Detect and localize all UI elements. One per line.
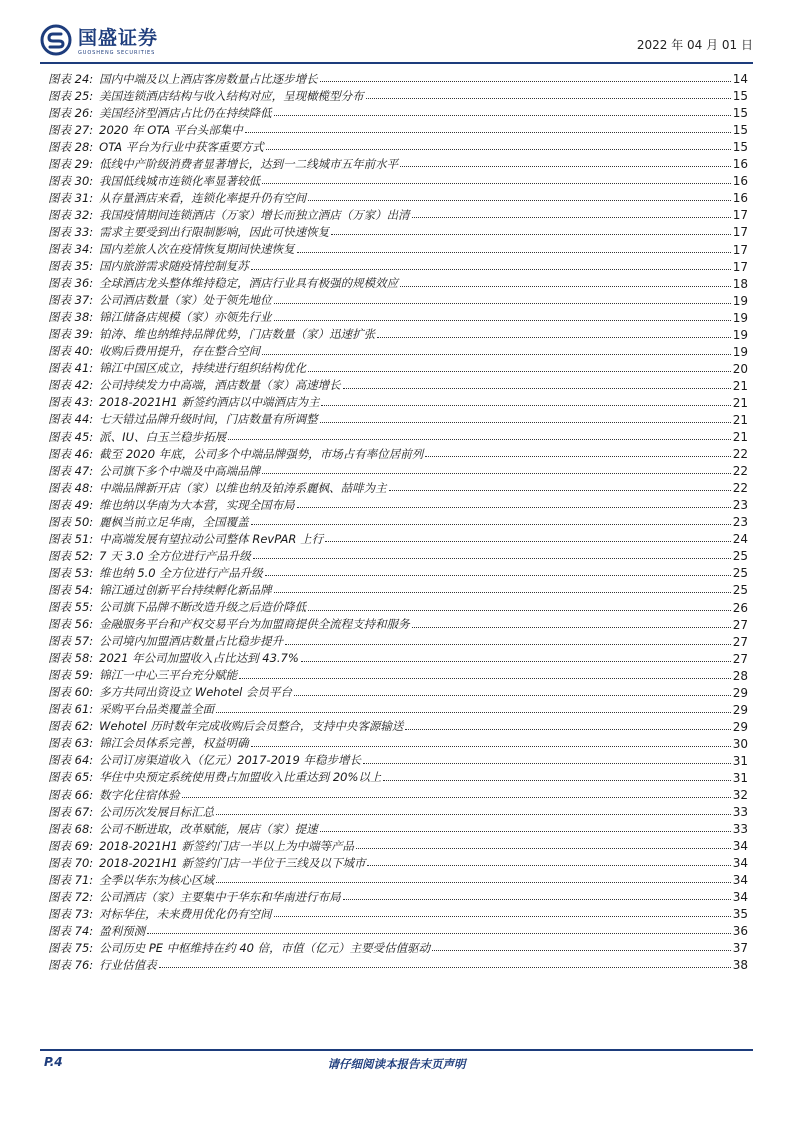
figure-number: 图表 37: xyxy=(48,293,94,308)
figure-title: 维也纳 5.0 全方位进行产品升级 xyxy=(99,565,263,580)
figure-title: 派、IU、白玉兰稳步拓展 xyxy=(99,429,226,444)
figure-number: 图表 58: xyxy=(48,651,94,666)
figure-title: 七天错过品牌升级时间，门店数量有所调整 xyxy=(99,412,318,427)
page-ref: 29 xyxy=(732,719,748,734)
toc-entry[interactable] xyxy=(48,954,748,971)
figure-title: 中端品牌新开店（家）以维也纳及铂涛系麗枫、喆啡为主 xyxy=(99,480,387,495)
figure-title: 盈利预测 xyxy=(99,923,146,938)
figure-number: 图表 70: xyxy=(48,855,94,870)
disclaimer-note: 请仔细阅读本报告末页声明 xyxy=(327,1057,466,1071)
toc-entry[interactable] xyxy=(48,119,748,136)
toc-entry[interactable] xyxy=(48,358,748,375)
toc-entry[interactable] xyxy=(48,409,748,426)
page-ref: 23 xyxy=(732,498,748,513)
toc-entry[interactable] xyxy=(48,579,748,596)
leader-dots xyxy=(216,712,731,713)
leader-dots xyxy=(274,115,731,116)
figure-title: 2018-2021H1 新签约酒店以中端酒店为主 xyxy=(99,395,320,410)
leader-dots xyxy=(400,286,731,287)
figure-title: 多方共同出资设立 Wehotel 会员平台 xyxy=(99,685,293,700)
figure-number: 图表 39: xyxy=(48,327,94,342)
leader-dots xyxy=(425,456,730,457)
figure-number: 图表 69: xyxy=(48,838,94,853)
figure-title: 行业估值表 xyxy=(99,957,157,972)
leader-dots xyxy=(239,678,731,679)
figure-number: 图表 76: xyxy=(48,957,94,972)
figure-number: 图表 35: xyxy=(48,259,94,274)
toc-entry[interactable] xyxy=(48,460,748,477)
figure-number: 图表 38: xyxy=(48,310,94,325)
page-ref: 14 xyxy=(732,72,748,87)
page-ref: 15 xyxy=(732,106,748,121)
figure-title: 国内差旅人次在疫情恢复期间快速恢复 xyxy=(99,242,295,257)
figure-number: 图表 41: xyxy=(48,361,94,376)
toc-entry[interactable] xyxy=(48,443,748,460)
page-ref: 24 xyxy=(732,532,748,547)
figure-number: 图表 52: xyxy=(48,548,94,563)
page-ref: 34 xyxy=(732,890,748,905)
toc-entry[interactable] xyxy=(48,614,748,631)
page-ref: 17 xyxy=(732,208,748,223)
toc-entry[interactable] xyxy=(48,682,748,699)
toc-entry[interactable] xyxy=(48,341,748,358)
figure-title: 锦江储备店规模（家）亦领先行业 xyxy=(99,310,272,325)
figure-title: 公司持续发力中高端，酒店数量（家）高速增长 xyxy=(99,378,341,393)
figure-number: 图表 75: xyxy=(48,940,94,955)
figure-title: 金融服务平台和产权交易平台为加盟商提供全流程支持和服务 xyxy=(99,617,410,632)
toc-entry[interactable] xyxy=(48,511,748,528)
toc-entry[interactable] xyxy=(48,290,748,307)
figure-title: 国内旅游需求随疫情控制复苏 xyxy=(99,259,249,274)
leader-dots xyxy=(274,916,731,917)
figure-title: 公司历次发展目标汇总 xyxy=(99,804,215,819)
leader-dots xyxy=(320,81,731,82)
leader-dots xyxy=(320,422,731,423)
page-header xyxy=(0,0,793,64)
figure-number: 图表 74: xyxy=(48,923,94,938)
toc-entry[interactable] xyxy=(48,920,748,937)
figure-number: 图表 67: xyxy=(48,804,94,819)
toc-entry[interactable] xyxy=(48,102,748,119)
figure-title: 公司旗下品牌不断改造升级之后造价降低 xyxy=(99,600,307,614)
brand-name: 国盛证券 xyxy=(78,26,159,49)
page-ref: 31 xyxy=(732,753,748,768)
leader-dots xyxy=(285,644,731,645)
figure-title: 维也纳以华南为大本营，实现全国布局 xyxy=(99,497,295,512)
leader-dots xyxy=(251,746,731,747)
leader-dots xyxy=(297,507,731,508)
toc-entry[interactable] xyxy=(48,528,748,545)
figure-title: 2020 年 OTA 平台头部集中 xyxy=(99,122,243,137)
figure-number: 图表 31: xyxy=(48,190,94,205)
figure-title: 公司酒店（家）主要集中于华东和华南进行布局 xyxy=(99,889,341,904)
leader-dots xyxy=(405,729,730,730)
leader-dots xyxy=(331,234,731,235)
leader-dots xyxy=(343,388,731,389)
leader-dots xyxy=(308,371,731,372)
figure-number: 图表 44: xyxy=(48,412,94,427)
leader-dots xyxy=(432,950,731,951)
page-ref: 18 xyxy=(732,276,748,291)
page-ref: 19 xyxy=(732,310,748,325)
page-ref: 33 xyxy=(732,822,748,837)
leader-dots xyxy=(251,269,731,270)
page-ref: 37 xyxy=(732,941,748,956)
figure-number: 图表 51: xyxy=(48,531,94,546)
leader-dots xyxy=(343,899,731,900)
figure-title: 公司订房渠道收入（亿元）2017-2019 年稳步增长 xyxy=(99,753,362,768)
figure-number: 图表 54: xyxy=(48,582,94,597)
figure-title: 锦江通过创新平台持续孵化新品牌 xyxy=(99,582,272,597)
page-ref: 34 xyxy=(732,839,748,854)
leader-dots xyxy=(262,183,731,184)
header-divider xyxy=(40,62,753,64)
figure-number: 图表 36: xyxy=(48,276,94,291)
toc-entry[interactable] xyxy=(48,648,748,665)
figure-title: 公司酒店数量（家）处于领先地位 xyxy=(99,293,272,308)
figure-title: 截至 2020 年底，公司多个中端品牌强势，市场占有率位居前列 xyxy=(99,446,424,461)
figure-title: 国内中端及以上酒店客房数量占比逐步增长 xyxy=(99,71,318,86)
leader-dots xyxy=(320,831,731,832)
figure-title: 2021 年公司加盟收入占比达到 43.7% xyxy=(99,651,299,666)
page-ref: 35 xyxy=(732,907,748,922)
toc-entry[interactable] xyxy=(48,136,748,153)
page-ref: 20 xyxy=(732,361,748,376)
figure-number: 图表 27: xyxy=(48,122,94,137)
figure-number: 图表 71: xyxy=(48,872,94,887)
figure-number: 图表 48: xyxy=(48,480,94,495)
page-ref: 16 xyxy=(732,157,748,172)
leader-dots xyxy=(159,967,731,968)
page-ref: 21 xyxy=(732,412,748,427)
leader-dots xyxy=(265,575,731,576)
figure-title: 美国连锁酒店结构与收入结构对应，呈现橄榄型分布 xyxy=(99,88,364,103)
toc-entry[interactable] xyxy=(48,852,748,869)
leader-dots xyxy=(253,558,731,559)
figure-number: 图表 72: xyxy=(48,889,94,904)
figure-number: 图表 24: xyxy=(48,71,94,86)
leader-dots xyxy=(147,933,731,934)
figure-title: 全球酒店龙头整体维持稳定，酒店行业具有极强的规模效应 xyxy=(99,276,399,291)
figure-title: 我国疫情期间连锁酒店（万家）增长而独立酒店（万家）出清 xyxy=(99,207,410,222)
leader-dots xyxy=(262,354,731,355)
page-ref: 29 xyxy=(732,685,748,700)
figure-title: 2018-2021H1 新签约门店一半位于三线及以下城市 xyxy=(99,855,366,870)
toc-entry[interactable] xyxy=(48,307,748,324)
page-ref: 27 xyxy=(732,634,748,649)
figure-number: 图表 46: xyxy=(48,446,94,461)
figure-number: 图表 59: xyxy=(48,668,94,683)
leader-dots xyxy=(216,882,731,883)
page-ref: 22 xyxy=(732,464,748,479)
leader-dots xyxy=(412,627,731,628)
toc-entry[interactable] xyxy=(48,375,748,392)
figure-number: 图表 56: xyxy=(48,617,94,632)
page-ref: 15 xyxy=(732,140,748,155)
figure-number: 图表 53: xyxy=(48,565,94,580)
figure-title: 锦江中国区成立，持续进行组织结构优化 xyxy=(99,361,307,376)
figure-number: 图表 29: xyxy=(48,156,94,171)
page-ref: 25 xyxy=(732,549,748,564)
toc-entry[interactable] xyxy=(48,187,748,204)
toc-entry[interactable] xyxy=(48,784,748,801)
figure-title: 7 天 3.0 全方位进行产品升级 xyxy=(99,548,251,563)
toc-entry[interactable] xyxy=(48,324,748,341)
brand-logo xyxy=(40,24,158,60)
footer-divider xyxy=(40,1049,753,1051)
figure-index xyxy=(48,68,748,971)
toc-entry[interactable] xyxy=(48,238,748,255)
toc-entry[interactable] xyxy=(48,153,748,170)
figure-number: 图表 40: xyxy=(48,344,94,359)
figure-title: 全季以华东为核心区域 xyxy=(99,872,215,887)
page-ref: 22 xyxy=(732,447,748,462)
page-ref: 23 xyxy=(732,515,748,530)
figure-number: 图表 45: xyxy=(48,429,94,444)
toc-entry[interactable] xyxy=(48,392,748,409)
leader-dots xyxy=(400,166,731,167)
figure-number: 图表 65: xyxy=(48,770,94,785)
page-number: P.4 xyxy=(44,1055,63,1069)
leader-dots xyxy=(274,320,731,321)
figure-title: 低线中产阶级消费者显著增长，达到一二线城市五年前水平 xyxy=(99,156,399,171)
page-ref: 31 xyxy=(732,770,748,785)
leader-dots xyxy=(274,592,731,593)
toc-entry[interactable] xyxy=(48,631,748,648)
page-ref: 26 xyxy=(732,600,748,615)
leader-dots xyxy=(251,524,731,525)
figure-number: 图表 66: xyxy=(48,787,94,802)
brand-name-en: GUOSHENG SECURITIES xyxy=(78,49,156,56)
figure-title: 收购后费用提升，存在整合空间 xyxy=(99,344,261,359)
toc-entry[interactable] xyxy=(48,835,748,852)
figure-number: 图表 32: xyxy=(48,207,94,222)
leader-dots xyxy=(363,763,731,764)
leader-dots xyxy=(412,217,731,218)
toc-entry[interactable] xyxy=(48,733,748,750)
figure-number: 图表 55: xyxy=(48,600,94,614)
toc-entry[interactable] xyxy=(48,801,748,818)
leader-dots xyxy=(274,303,731,304)
toc-entry[interactable] xyxy=(48,68,748,85)
toc-entry[interactable] xyxy=(48,273,748,290)
figure-title: 锦江一中心三平台充分赋能 xyxy=(99,668,238,683)
figure-number: 图表 49: xyxy=(48,497,94,512)
page-ref: 16 xyxy=(732,174,748,189)
toc-entry[interactable] xyxy=(48,562,748,579)
page-ref: 34 xyxy=(732,856,748,871)
page-ref: 33 xyxy=(732,805,748,820)
page-ref: 15 xyxy=(732,123,748,138)
figure-number: 图表 50: xyxy=(48,514,94,529)
figure-number: 图表 25: xyxy=(48,88,94,103)
report-date: 2022 年 04 月 01 日 xyxy=(636,38,753,52)
toc-entry[interactable] xyxy=(48,256,748,273)
figure-title: 锦江会员体系完善，权益明确 xyxy=(99,736,249,751)
page-ref: 19 xyxy=(732,344,748,359)
toc-entry[interactable] xyxy=(48,699,748,716)
figure-number: 图表 34: xyxy=(48,242,94,257)
leader-dots xyxy=(325,541,731,542)
figure-title: 对标华住，未来费用优化仍有空间 xyxy=(99,906,272,921)
figure-title: 需求主要受到出行限制影响，因此可快速恢复 xyxy=(99,224,330,239)
page-ref: 27 xyxy=(732,617,748,632)
figure-number: 图表 28: xyxy=(48,139,94,154)
page-ref: 36 xyxy=(732,924,748,939)
toc-entry[interactable] xyxy=(48,767,748,784)
figure-title: 公司境内加盟酒店数量占比稳步提升 xyxy=(99,634,284,649)
figure-title: 美国经济型酒店占比仍在持续降低 xyxy=(99,105,272,120)
toc-entry[interactable] xyxy=(48,903,748,920)
page-ref: 22 xyxy=(732,481,748,496)
leader-dots xyxy=(308,200,731,201)
figure-title: 2018-2021H1 新签约门店一半以上为中端等产品 xyxy=(99,838,354,853)
page-ref: 17 xyxy=(732,259,748,274)
leader-dots xyxy=(366,98,731,99)
figure-title: 公司不断进取，改革赋能，展店（家）提速 xyxy=(99,821,318,836)
leader-dots xyxy=(367,865,730,866)
toc-entry[interactable] xyxy=(48,937,748,954)
page-ref: 16 xyxy=(732,191,748,206)
leader-dots xyxy=(228,439,731,440)
toc-entry[interactable] xyxy=(48,85,748,102)
leader-dots xyxy=(262,473,731,474)
figure-title: 我国低线城市连锁化率显著较低 xyxy=(99,173,261,188)
toc-entry[interactable] xyxy=(48,818,748,835)
figure-number: 图表 73: xyxy=(48,906,94,921)
figure-title: 中高端发展有望拉动公司整体 RevPAR 上行 xyxy=(99,531,324,546)
toc-entry[interactable] xyxy=(48,204,748,221)
leader-dots xyxy=(321,405,730,406)
figure-number: 图表 57: xyxy=(48,634,94,649)
figure-number: 图表 26: xyxy=(48,105,94,120)
toc-entry[interactable] xyxy=(48,716,748,733)
figure-title: 公司历史 PE 中枢维持在约 40 倍，市值（亿元）主要受估值驱动 xyxy=(99,940,431,955)
leader-dots xyxy=(294,695,731,696)
leader-dots xyxy=(297,252,731,253)
page-ref: 25 xyxy=(732,566,748,581)
figure-title: 公司旗下多个中端及中高端品牌 xyxy=(99,463,261,478)
figure-title: 从存量酒店来看，连锁化率提升仍有空间 xyxy=(99,190,307,205)
figure-number: 图表 30: xyxy=(48,173,94,188)
toc-entry[interactable] xyxy=(48,886,748,903)
page-ref: 21 xyxy=(732,378,748,393)
figure-title: 铂涛、维也纳维持品牌优势，门店数量（家）迅速扩张 xyxy=(99,327,376,342)
toc-entry[interactable] xyxy=(48,221,748,238)
page-ref: 28 xyxy=(732,668,748,683)
page-ref: 17 xyxy=(732,242,748,257)
figure-number: 图表 47: xyxy=(48,463,94,478)
figure-title: 数字化住宿体验 xyxy=(99,787,180,802)
page-ref: 34 xyxy=(732,873,748,888)
leader-dots xyxy=(377,337,731,338)
leader-dots xyxy=(245,132,731,133)
leader-dots xyxy=(266,149,731,150)
page-ref: 30 xyxy=(732,736,748,751)
leader-dots xyxy=(301,661,731,662)
page-ref: 29 xyxy=(732,702,748,717)
figure-number: 图表 60: xyxy=(48,685,94,700)
guosheng-logo-icon xyxy=(40,24,72,60)
page-ref: 38 xyxy=(732,958,748,973)
page-ref: 32 xyxy=(732,788,748,803)
leader-dots xyxy=(383,780,730,781)
leader-dots xyxy=(182,797,731,798)
figure-number: 图表 43: xyxy=(48,395,94,410)
figure-number: 图表 61: xyxy=(48,702,94,717)
toc-entry[interactable] xyxy=(48,665,748,682)
toc-entry[interactable] xyxy=(48,494,748,511)
page-ref: 27 xyxy=(732,651,748,666)
page-ref: 21 xyxy=(732,430,748,445)
toc-entry[interactable] xyxy=(48,869,748,886)
figure-number: 图表 33: xyxy=(48,224,94,239)
page-ref: 21 xyxy=(732,395,748,410)
toc-entry[interactable] xyxy=(48,596,748,613)
figure-number: 图表 68: xyxy=(48,821,94,836)
toc-entry[interactable] xyxy=(48,426,748,443)
page-ref: 15 xyxy=(732,89,748,104)
figure-number: 图表 63: xyxy=(48,736,94,751)
toc-entry[interactable] xyxy=(48,545,748,562)
leader-dots xyxy=(308,610,731,611)
figure-title: 麗枫当前立足华南，全国覆盖 xyxy=(99,514,249,529)
leader-dots xyxy=(389,490,731,491)
figure-title: 采购平台品类覆盖全面 xyxy=(99,702,215,717)
figure-number: 图表 64: xyxy=(48,753,94,768)
page-ref: 19 xyxy=(732,327,748,342)
leader-dots xyxy=(216,814,731,815)
toc-entry[interactable] xyxy=(48,170,748,187)
toc-entry[interactable] xyxy=(48,477,748,494)
figure-title: OTA 平台为行业中获客重要方式 xyxy=(99,139,264,154)
page-ref: 17 xyxy=(732,225,748,240)
figure-title: 华住中央预定系统使用费占加盟收入比重达到 20%以上 xyxy=(99,770,382,785)
leader-dots xyxy=(356,848,731,849)
toc-entry[interactable] xyxy=(48,750,748,767)
page-ref: 19 xyxy=(732,293,748,308)
figure-number: 图表 62: xyxy=(48,719,94,734)
figure-title: Wehotel 历时数年完成收购后会员整合，支持中央客源输送 xyxy=(99,719,404,734)
page-ref: 25 xyxy=(732,583,748,598)
figure-number: 图表 42: xyxy=(48,378,94,393)
